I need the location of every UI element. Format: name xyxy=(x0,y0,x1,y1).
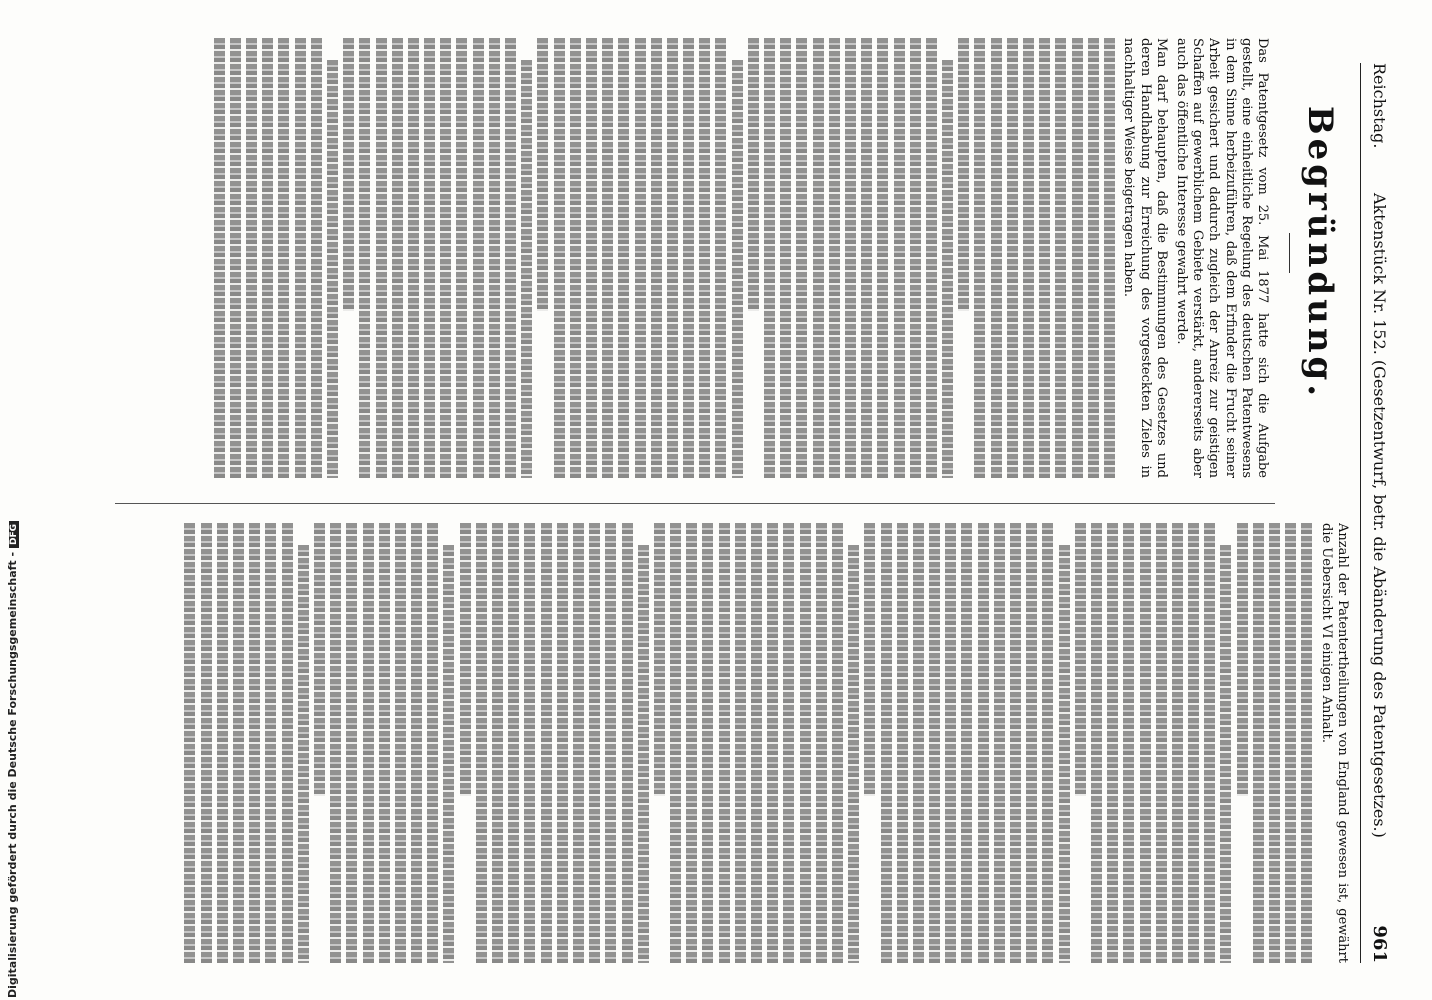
text-line xyxy=(184,523,195,963)
text-line xyxy=(732,60,743,478)
text-line xyxy=(602,38,613,478)
text-line xyxy=(958,38,969,311)
text-line xyxy=(505,38,516,478)
text-line xyxy=(201,523,212,963)
text-line xyxy=(395,523,406,963)
text-line xyxy=(376,38,387,478)
text-line xyxy=(1220,545,1231,963)
text-line xyxy=(991,38,1002,478)
text-line xyxy=(443,545,454,963)
page-number: 961 xyxy=(1369,925,1391,963)
text-line xyxy=(1026,523,1037,963)
text-line xyxy=(460,523,471,796)
text-line xyxy=(346,523,357,963)
text-line xyxy=(974,38,985,478)
text-line xyxy=(411,523,422,963)
text-line xyxy=(1172,523,1183,963)
text-line xyxy=(864,523,875,796)
text-line xyxy=(881,523,892,963)
text-line xyxy=(586,38,597,478)
text-line xyxy=(638,545,649,963)
text-line xyxy=(942,60,953,478)
right-body-lines xyxy=(184,523,1312,963)
text-line xyxy=(667,38,678,478)
text-line xyxy=(476,523,487,963)
text-line xyxy=(764,38,775,478)
text-line xyxy=(994,523,1005,963)
title-rule xyxy=(1289,233,1290,273)
text-line xyxy=(1091,523,1102,963)
text-line xyxy=(217,523,228,963)
text-line xyxy=(424,38,435,478)
text-line xyxy=(282,523,293,963)
header-left: Reichstag. xyxy=(1370,63,1390,149)
text-line xyxy=(537,38,548,311)
text-line xyxy=(521,60,532,478)
text-line xyxy=(913,523,924,963)
text-line xyxy=(861,38,872,478)
text-line xyxy=(945,523,956,963)
text-line xyxy=(978,523,989,963)
text-line xyxy=(1237,523,1248,796)
text-line xyxy=(1042,523,1053,963)
dfg-logo: DFG xyxy=(9,521,19,548)
text-line xyxy=(670,523,681,963)
text-line xyxy=(456,38,467,478)
text-line xyxy=(262,38,273,478)
text-line xyxy=(1075,523,1086,796)
text-line xyxy=(343,38,354,311)
text-line xyxy=(894,38,905,478)
text-line xyxy=(735,523,746,963)
text-line xyxy=(813,38,824,478)
text-line xyxy=(246,38,257,478)
text-line xyxy=(910,38,921,478)
text-line xyxy=(654,523,665,796)
text-line xyxy=(330,523,341,963)
text-line xyxy=(473,38,484,478)
text-line xyxy=(929,523,940,963)
text-line xyxy=(541,523,552,963)
text-line xyxy=(327,60,338,478)
header-rule xyxy=(1360,63,1361,963)
text-line xyxy=(1023,38,1034,478)
text-line xyxy=(605,523,616,963)
text-line xyxy=(489,38,500,478)
right-column xyxy=(120,523,1350,963)
digitization-credit xyxy=(6,521,19,998)
text-line xyxy=(832,523,843,963)
text-line xyxy=(392,38,403,478)
text-line xyxy=(1253,523,1264,963)
text-line xyxy=(1072,38,1083,478)
text-line xyxy=(440,38,451,478)
text-line xyxy=(877,38,888,478)
text-line xyxy=(408,38,419,478)
text-line xyxy=(622,523,633,963)
text-line xyxy=(1007,38,1018,478)
text-line xyxy=(554,38,565,478)
column-separator xyxy=(115,503,1275,504)
text-line xyxy=(748,38,759,311)
text-line xyxy=(767,523,778,963)
text-line xyxy=(492,523,503,963)
text-line xyxy=(796,38,807,478)
text-line xyxy=(1188,523,1199,963)
text-line xyxy=(1269,523,1280,963)
text-line xyxy=(1140,523,1151,963)
text-line xyxy=(1059,545,1070,963)
text-line xyxy=(589,523,600,963)
credit-text: Digitalisierung gefördert durch die Deutsche Forschungsgemeinschaft - xyxy=(6,551,19,998)
text-line xyxy=(1055,38,1066,478)
text-line xyxy=(570,38,581,478)
text-line xyxy=(897,523,908,963)
left-opening-paragraph: Das Patentgesetz vom 25. Mai 1877 hatte sich die Aufgabe gestellt, eine einheitliche Regelung des deutschen Patentwesens in dem Sinne herbeizuführen, daß dem Erfinder die Frucht seiner Arbeit gesichert und dadurch zugleich der Anreiz zur geistigen Schaffen auf gewerblichem Gebiete verstärkt, andererseits aber auch das öffentliche Interesse gewahrt werde. xyxy=(1173,38,1270,478)
text-line xyxy=(1285,523,1296,963)
text-line xyxy=(1123,523,1134,963)
text-line xyxy=(926,38,937,478)
right-opening-paragraph: Anzahl der Patentertheilungen von England gewesen ist, gewährt die Uebersicht VI einigen Anhalt. xyxy=(1318,523,1350,963)
text-line xyxy=(683,38,694,478)
left-body-lines xyxy=(214,38,1115,478)
text-line xyxy=(848,545,859,963)
text-line xyxy=(719,523,730,963)
text-line xyxy=(1301,523,1312,963)
text-line xyxy=(214,38,225,478)
text-line xyxy=(635,38,646,478)
text-line xyxy=(699,38,710,478)
text-line xyxy=(1156,523,1167,963)
text-line xyxy=(845,38,856,478)
text-line xyxy=(278,38,289,478)
text-line xyxy=(314,523,325,796)
text-line xyxy=(363,523,374,963)
text-line xyxy=(702,523,713,963)
text-line xyxy=(508,523,519,963)
text-line xyxy=(295,38,306,478)
text-line xyxy=(557,523,568,963)
text-line xyxy=(651,38,662,478)
text-line xyxy=(800,523,811,963)
text-line xyxy=(715,38,726,478)
text-line xyxy=(298,545,309,963)
text-line xyxy=(1104,38,1115,478)
header-middle: Aktenstück Nr. 152. (Gesetzentwurf, betr. die Abänderung des Patentgesetzes.) xyxy=(1370,193,1390,838)
text-line xyxy=(1088,38,1099,478)
text-line xyxy=(1039,38,1050,478)
page-title: Begründung. xyxy=(1300,105,1340,401)
text-line xyxy=(783,523,794,963)
text-line xyxy=(573,523,584,963)
text-line xyxy=(618,38,629,478)
text-line xyxy=(359,38,370,478)
text-line xyxy=(816,523,827,963)
rotated-page xyxy=(75,18,1395,983)
text-line xyxy=(686,523,697,963)
text-line xyxy=(233,523,244,963)
text-line xyxy=(1107,523,1118,963)
text-line xyxy=(751,523,762,963)
text-line xyxy=(230,38,241,478)
text-line xyxy=(427,523,438,963)
text-line xyxy=(311,38,322,478)
text-line xyxy=(780,38,791,478)
left-second-paragraph: Man darf behaupten, daß die Bestimmungen des Gesetzes und deren Handhabung zur Erreichung des vorgesteckten Zieles in nachhaltiger Weise beigetragen haben. xyxy=(1121,38,1169,478)
text-line xyxy=(829,38,840,478)
text-line xyxy=(961,523,972,963)
left-column xyxy=(120,38,1270,478)
text-line xyxy=(265,523,276,963)
text-line xyxy=(1010,523,1021,963)
text-line xyxy=(524,523,535,963)
text-line xyxy=(379,523,390,963)
text-line xyxy=(249,523,260,963)
page-header xyxy=(1365,63,1395,963)
text-line xyxy=(1204,523,1215,963)
